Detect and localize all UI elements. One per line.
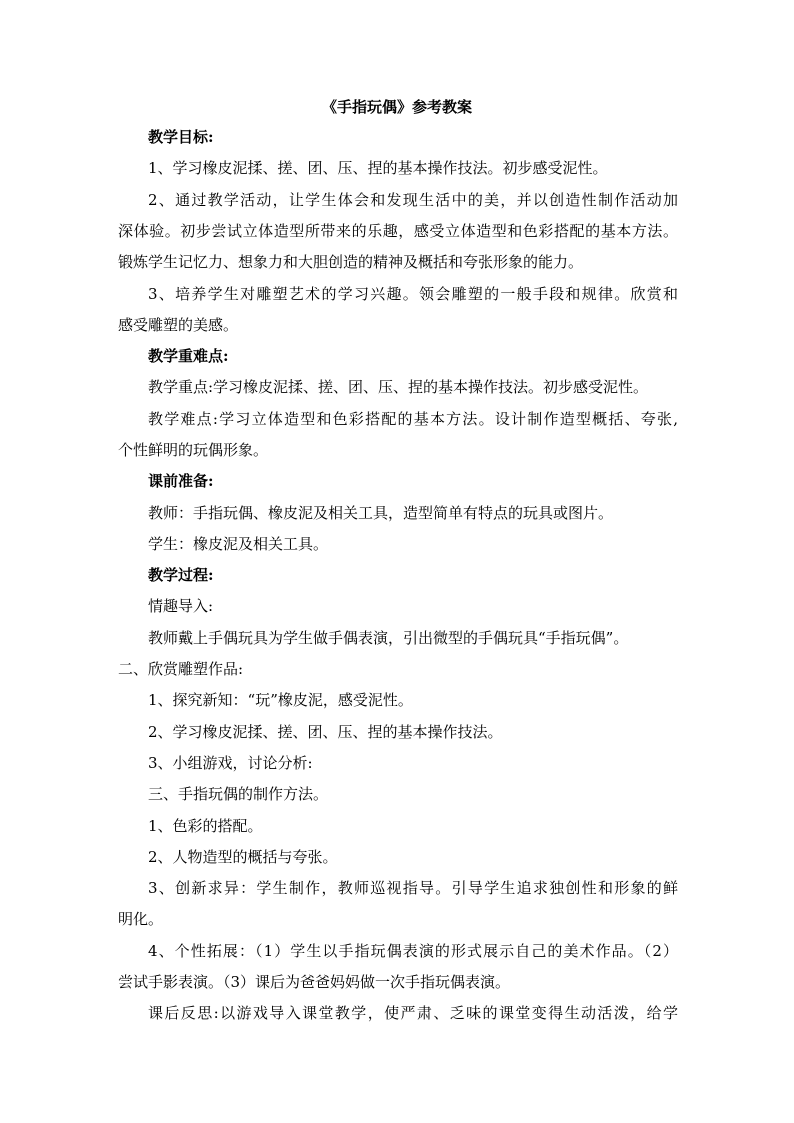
paragraph-line: 学生：橡皮泥及相关工具。 <box>148 535 329 553</box>
paragraph-line: 3、创新求异：学生制作，教师巡视指导。引导学生追求独创性和形象的鲜 <box>148 879 678 897</box>
paragraph-line: 2、人物造型的概括与夸张。 <box>148 848 338 866</box>
paragraph-line: 教学重点:学习橡皮泥揉、搓、团、压、捏的基本操作技法。初步感受泥性。 <box>148 378 649 396</box>
paragraph-line: 教学难点:学习立体造型和色彩搭配的基本方法。设计制作造型概括、夸张, <box>148 410 678 428</box>
paragraph-line: 1、探究新知：“玩”橡皮泥，感受泥性。 <box>148 691 413 709</box>
section-heading: 三、手指玩偶的制作方法。 <box>148 785 329 803</box>
paragraph-line: 明化。 <box>118 910 164 928</box>
paragraph-line: 课后反思:以游戏导入课堂教学，使严肃、乏味的课堂变得生动活泼，给学 <box>148 1004 678 1022</box>
section-heading: 二、欣赏雕塑作品: <box>118 660 244 678</box>
paragraph-line: 感受雕塑的美感。 <box>118 316 239 334</box>
paragraph-line: 深体验。初步尝试立体造型所带来的乐趣，感受立体造型和色彩搭配的基本方法。 <box>118 222 678 240</box>
paragraph-line: 个性鲜明的玩偶形象。 <box>118 441 269 459</box>
paragraph-line: 教师戴上手偶玩具为学生做手偶表演，引出微型的手偶玩具“手指玩偶”。 <box>148 629 629 647</box>
paragraph-line: 锻炼学生记忆力、想象力和大胆创造的精神及概括和夸张形象的能力。 <box>118 253 584 271</box>
paragraph-line: 1、学习橡皮泥揉、搓、团、压、捏的基本操作技法。初步感受泥性。 <box>148 159 608 177</box>
paragraph-line: 4、个性拓展：（1）学生以手指玩偶表演的形式展示自己的美术作品。（2） <box>148 942 678 960</box>
paragraph-line: 教师：手指玩偶、橡皮泥及相关工具，造型简单有特点的玩具或图片。 <box>148 504 614 522</box>
paragraph-line: 3、小组游戏，讨论分析: <box>148 754 313 772</box>
heading-key-points: 教学重难点: <box>148 347 229 365</box>
heading-preparation: 课前准备: <box>148 472 214 490</box>
paragraph-line: 2、通过教学活动，让学生体会和发现生活中的美，并以创造性制作活动加 <box>148 191 678 209</box>
heading-teaching-goals: 教学目标: <box>148 128 214 146</box>
paragraph-line: 2、学习橡皮泥揉、搓、团、压、捏的基本操作技法。 <box>148 723 503 741</box>
document-title: 《手指玩偶》参考教案 <box>321 98 472 116</box>
paragraph-line: 1、色彩的搭配。 <box>148 817 263 835</box>
heading-teaching-process: 教学过程: <box>148 566 214 584</box>
paragraph-line: 情趣导入: <box>148 597 214 615</box>
paragraph-line: 尝试手影表演。（3）课后为爸爸妈妈做一次手指玩偶表演。 <box>118 973 511 991</box>
paragraph-line: 3、培养学生对雕塑艺术的学习兴趣。领会雕塑的一般手段和规律。欣赏和 <box>148 285 678 303</box>
